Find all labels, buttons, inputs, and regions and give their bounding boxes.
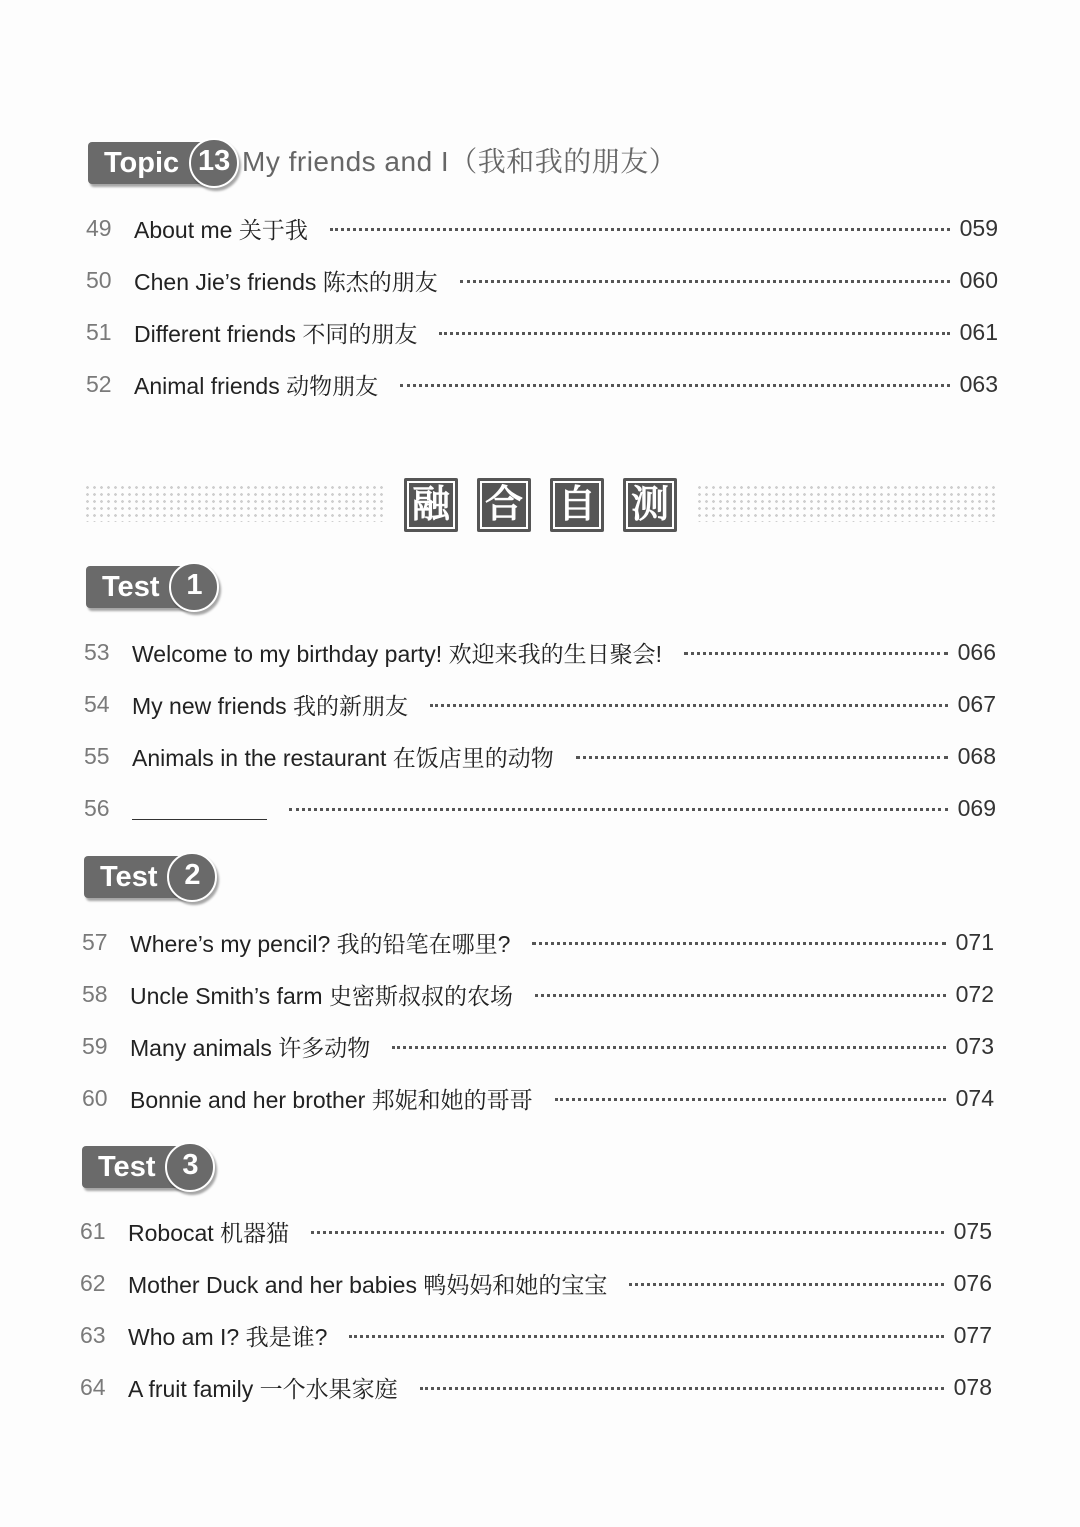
entry-number: 49	[86, 214, 112, 241]
entry-number: 57	[82, 928, 108, 955]
toc-entry[interactable]	[86, 210, 998, 246]
entry-number: 51	[86, 318, 112, 345]
dot-leader	[555, 1096, 946, 1101]
entry-page: 060	[959, 266, 998, 293]
toc-entry[interactable]	[80, 1265, 992, 1301]
banner-dot-grid-left	[84, 484, 384, 522]
entry-page: 073	[955, 1032, 994, 1059]
entry-title: Animals in the restaurant 在饭店里的动物	[132, 744, 554, 771]
topic-badge-number: 13	[189, 138, 239, 188]
toc-entry[interactable]	[82, 1080, 994, 1116]
entry-number: 59	[82, 1032, 108, 1059]
test-badge-number: 2	[167, 852, 217, 902]
topic-badge-word: Topic	[88, 142, 207, 184]
entry-number: 64	[80, 1373, 106, 1400]
toc-entry[interactable]	[82, 1028, 994, 1064]
entry-number: 63	[80, 1321, 106, 1348]
entry-number: 50	[86, 266, 112, 293]
entry-number: 56	[84, 794, 110, 821]
test-3-badge	[82, 1142, 215, 1192]
test-badge-number: 3	[165, 1142, 215, 1192]
dot-leader	[430, 702, 948, 707]
toc-entry[interactable]	[80, 1213, 992, 1249]
dot-leader	[576, 754, 948, 759]
toc-entry[interactable]	[80, 1317, 992, 1353]
toc-entry[interactable]	[82, 976, 994, 1012]
banner-char: 合	[477, 478, 531, 532]
entry-page: 071	[955, 928, 994, 955]
dot-leader	[629, 1281, 943, 1286]
entry-page: 069	[957, 794, 996, 821]
entry-page: 059	[959, 214, 998, 241]
entry-page: 078	[953, 1373, 992, 1400]
entry-title: Bonnie and her brother 邦妮和她的哥哥	[130, 1086, 533, 1113]
entry-title: Mother Duck and her babies 鸭妈妈和她的宝宝	[128, 1271, 608, 1298]
entry-title: Many animals 许多动物	[130, 1034, 371, 1061]
entry-title: Robocat 机器猫	[128, 1219, 290, 1246]
dot-leader	[420, 1385, 944, 1390]
dot-leader	[439, 330, 949, 335]
entry-title: Who am I? 我是谁?	[128, 1323, 328, 1350]
entry-page: 067	[957, 690, 996, 717]
dot-leader	[311, 1229, 944, 1234]
dot-leader	[535, 992, 946, 997]
entry-number: 58	[82, 980, 108, 1007]
entry-number: 62	[80, 1269, 106, 1296]
entry-title: About me 关于我	[134, 216, 308, 243]
entry-page: 068	[957, 742, 996, 769]
toc-entry[interactable]	[86, 366, 998, 402]
banner-char: 测	[623, 478, 677, 532]
test-badge-number: 1	[169, 562, 219, 612]
section-banner	[84, 478, 998, 532]
entry-number: 53	[84, 638, 110, 665]
entry-number: 52	[86, 370, 112, 397]
entry-page: 072	[955, 980, 994, 1007]
entry-page: 074	[955, 1084, 994, 1111]
toc-entry[interactable]	[84, 686, 996, 722]
dot-leader	[532, 940, 945, 945]
toc-entry[interactable]	[80, 1369, 992, 1405]
entry-number: 55	[84, 742, 110, 769]
entry-page: 066	[957, 638, 996, 665]
dot-leader	[330, 226, 950, 231]
dot-leader	[349, 1333, 943, 1338]
entry-page: 063	[959, 370, 998, 397]
toc-entry[interactable]	[86, 262, 998, 298]
entry-page: 075	[953, 1217, 992, 1244]
toc-entry[interactable]	[84, 634, 996, 670]
dot-leader	[392, 1044, 945, 1049]
toc-entry[interactable]	[86, 314, 998, 350]
toc-entry[interactable]	[82, 924, 994, 960]
banner-char: 自	[550, 478, 604, 532]
dot-leader	[684, 650, 948, 655]
test-badge-word: Test	[84, 856, 185, 898]
dot-leader	[460, 278, 950, 283]
entry-title: Different friends 不同的朋友	[134, 320, 418, 347]
entry-number: 60	[82, 1084, 108, 1111]
entry-page: 077	[953, 1321, 992, 1348]
entry-title: My new friends 我的新朋友	[132, 692, 409, 719]
blank-title-line	[132, 797, 267, 820]
entry-title: Uncle Smith’s farm 史密斯叔叔的农场	[130, 982, 513, 1009]
entry-title: Chen Jie’s friends 陈杰的朋友	[134, 268, 438, 295]
entry-title: Where’s my pencil? 我的铅笔在哪里?	[130, 930, 511, 957]
test-badge-word: Test	[86, 566, 187, 608]
topic-title: My friends and I（我和我的朋友）	[242, 146, 678, 177]
toc-entry[interactable]	[84, 790, 996, 826]
test-2-badge	[84, 852, 217, 902]
test-1-badge	[86, 562, 219, 612]
entry-title: A fruit family 一个水果家庭	[128, 1375, 398, 1402]
topic-badge	[88, 138, 239, 188]
entry-title: Welcome to my birthday party! 欢迎来我的生日聚会!	[132, 640, 662, 667]
toc-entry[interactable]	[84, 738, 996, 774]
entry-page: 061	[959, 318, 998, 345]
dot-leader	[400, 382, 950, 387]
banner-dot-grid-right	[696, 484, 998, 522]
banner-char: 融	[404, 478, 458, 532]
entry-page: 076	[953, 1269, 992, 1296]
test-badge-word: Test	[82, 1146, 183, 1188]
entry-number: 61	[80, 1217, 106, 1244]
entry-number: 54	[84, 690, 110, 717]
dot-leader	[289, 806, 948, 811]
entry-title: Animal friends 动物朋友	[134, 372, 379, 399]
